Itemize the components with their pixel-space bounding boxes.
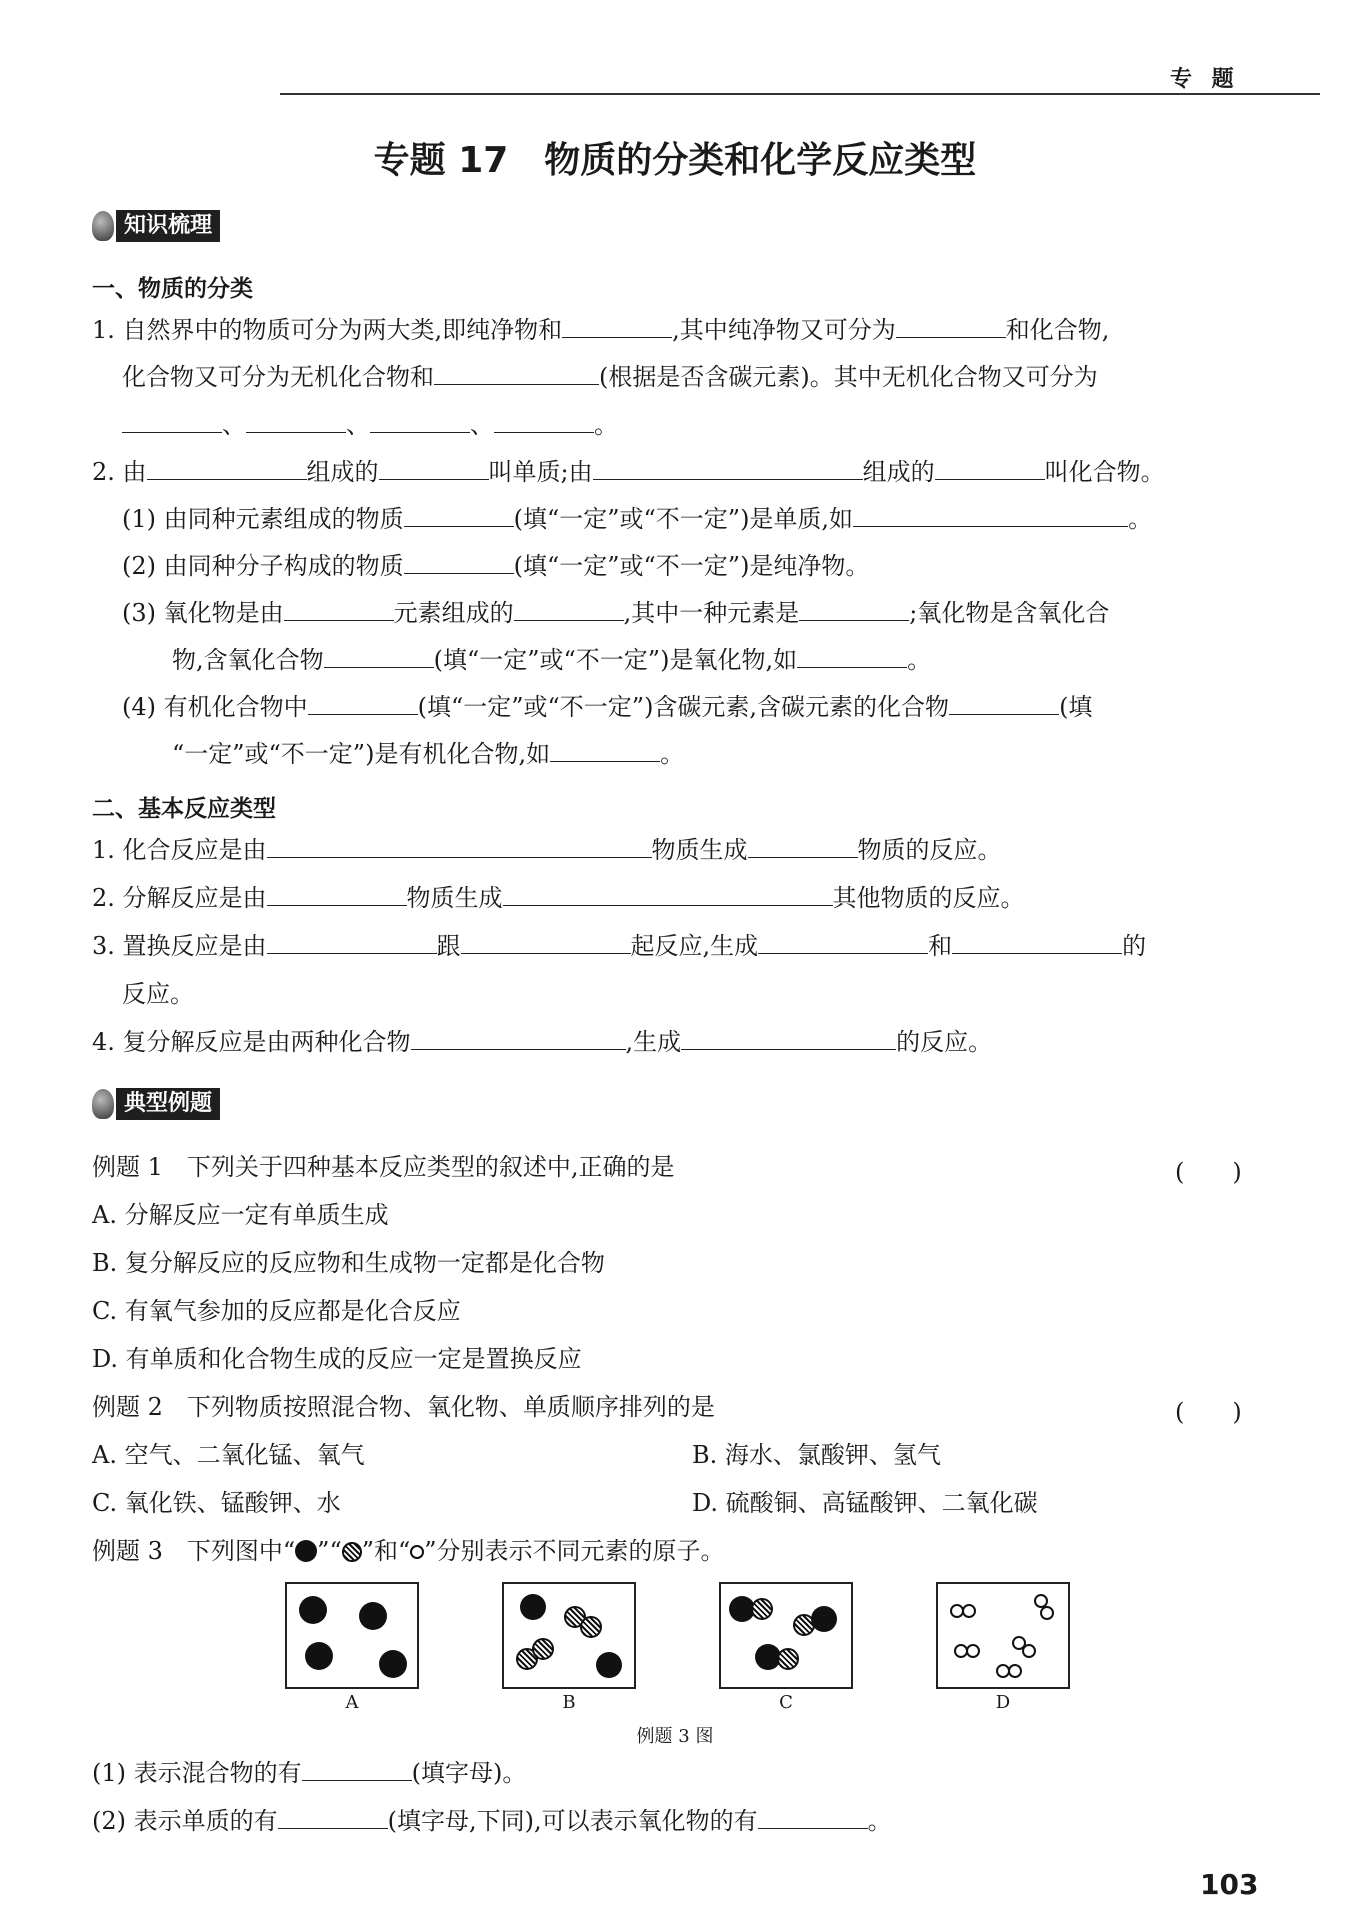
figure-caption: 例题 3 图 [636,1726,714,1747]
figure-box-b [502,1582,636,1689]
line-6: (2) 由同种分子构成的物质 (填“一定”或“不一定”)是纯净物。 [122,552,870,580]
lightbulb-icon [92,1089,114,1119]
reaction-4: 4. 复分解反应是由两种化合物 ,生成 的反应。 [92,1028,993,1056]
examples-badge [92,1088,220,1120]
example-2-stem: 例题 2 下列物质按照混合物、氧化物、单质顺序排列的是 [92,1393,715,1421]
figure-box-a [285,1582,419,1689]
page-title: 专题 17 物质的分类和化学反应类型 [373,140,977,181]
figure-box-d [936,1582,1070,1689]
example-2-option-d: D. 硫酸铜、高锰酸钾、二氧化碳 [692,1489,1038,1517]
example-2-answer-paren: ( ) [1175,1398,1242,1426]
example-1-answer-paren: ( ) [1175,1158,1242,1186]
section-classification: 一、物质的分类 [92,276,253,302]
figure-label-c: C [779,1692,793,1713]
line-10: “一定”或“不一定”)是有机化合物,如 。 [172,740,685,768]
examples-badge-label: 典型例题 [116,1088,220,1120]
knowledge-badge-label: 知识梳理 [116,210,220,242]
example-2-option-c: C. 氧化铁、锰酸钾、水 [92,1489,341,1517]
hatched-atom-icon [342,1542,362,1562]
figure-label-b: B [562,1692,576,1713]
example-1-option-b: B. 复分解反应的反应物和生成物一定都是化合物 [92,1249,605,1277]
header-rule [280,93,1320,95]
example-3-question-2: (2) 表示单质的有 (填字母,下同),可以表示氧化物的有 。 [92,1807,892,1835]
line-1: 1. 自然界中的物质可分为两大类,即纯净物和 ,其中纯净物又可分为 和化合物, [92,316,1110,344]
section-reactions: 二、基本反应类型 [92,796,276,822]
line-3: 、 、 、 。 [122,410,618,440]
black-atom-icon [295,1540,317,1562]
example-1-option-d: D. 有单质和化合物生成的反应一定是置换反应 [92,1345,582,1373]
reaction-3: 3. 置换反应是由 跟 起反应,生成 和 的 [92,932,1147,960]
figure-label-a: A [345,1692,359,1713]
header-label: 专 题 [1170,67,1240,92]
example-2-option-b: B. 海水、氯酸钾、氢气 [692,1441,941,1469]
knowledge-badge [92,210,220,242]
figure-label-d: D [995,1692,1011,1713]
line-9: (4) 有机化合物中 (填“一定”或“不一定”)含碳元素,含碳元素的化合物 (填 [122,693,1093,721]
example-1-option-c: C. 有氧气参加的反应都是化合反应 [92,1297,461,1325]
line-7: (3) 氧化物是由 元素组成的 ,其中一种元素是 ;氧化物是含氧化合 [122,599,1110,627]
example-3-stem: 例题 3 下列图中“ ”“ ”和“ ”分别表示不同元素的原子。 [92,1537,725,1565]
line-5: (1) 由同种元素组成的物质 (填“一定”或“不一定”)是单质,如 。 [122,505,1153,533]
white-atom-icon [410,1545,424,1559]
line-8: 物,含氧化合物 (填“一定”或“不一定”)是氧化物,如 。 [172,646,932,674]
reaction-2: 2. 分解反应是由 物质生成 其他物质的反应。 [92,884,1025,912]
lightbulb-icon [92,211,114,241]
figure-box-c [719,1582,853,1689]
line-2: 化合物又可分为无机化合物和 (根据是否含碳元素)。其中无机化合物又可分为 [122,363,1098,391]
example-3-question-1: (1) 表示混合物的有 (填字母)。 [92,1759,527,1787]
line-4: 2. 由 组成的 叫单质;由 组成的 叫化合物。 [92,458,1165,486]
example-2-option-a: A. 空气、二氧化锰、氧气 [92,1441,365,1469]
example-1-option-a: A. 分解反应一定有单质生成 [92,1201,389,1229]
example-1-stem: 例题 1 下列关于四种基本反应类型的叙述中,正确的是 [92,1153,675,1181]
reaction-1: 1. 化合反应是由 物质生成 物质的反应。 [92,836,1002,864]
reaction-3-cont: 反应。 [122,980,194,1008]
page-number: 103 [1200,1868,1259,1901]
